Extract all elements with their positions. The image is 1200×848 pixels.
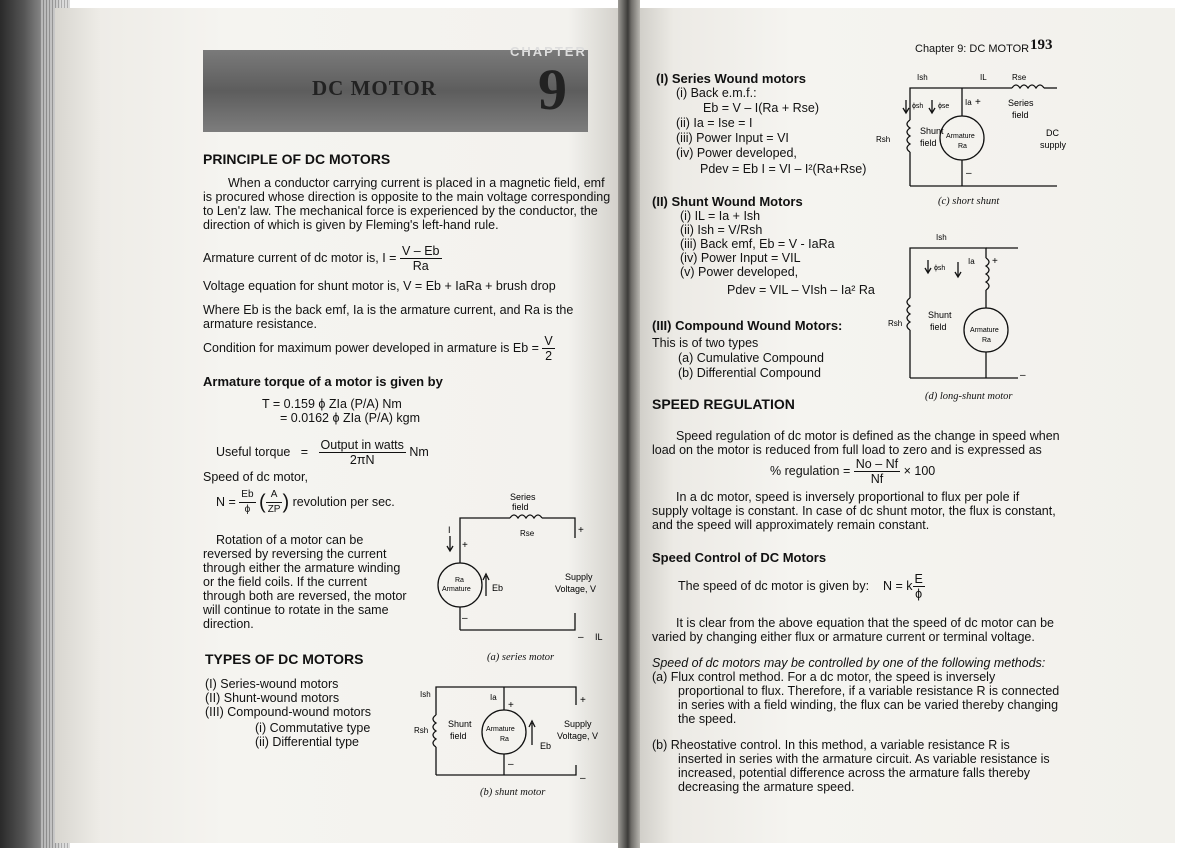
voltage-equation: Voltage equation for shunt motor is, V = Eb + IaRa + brush drop — [203, 279, 556, 293]
series-field-label: field — [1012, 110, 1029, 120]
eq-denominator: 2 — [545, 349, 553, 363]
rotation-line: reversed by reversing the current — [203, 547, 387, 561]
shunt-item: (v) Power developed, — [680, 265, 799, 279]
plus-sign: + — [992, 256, 998, 267]
long-shunt-diagram — [888, 228, 1048, 393]
dc-label: DC — [1046, 128, 1059, 138]
flux-line: and the speed will approximately remain constant. — [652, 518, 930, 532]
eq-label: Useful torque — [216, 444, 291, 459]
rotation-line: direction. — [203, 617, 254, 631]
shunt-label: Shunt — [928, 310, 952, 320]
methods-intro: Speed of dc motors may be controlled by one of the following methods: — [652, 656, 1046, 670]
eq-denominator: ϕ — [915, 587, 923, 601]
clear-line: It is clear from the above equation that the speed of dc motor can be — [676, 616, 1055, 630]
principle-line: When a conductor carrying current is placed in a magnetic field, emf — [228, 176, 605, 190]
rotation-line: or the field coils. If the current — [203, 575, 367, 589]
shunt-item: (ii) Ish = V/Rsh — [680, 223, 763, 237]
eq-lhs: N = k — [882, 578, 913, 593]
eq-unit: revolution per sec. — [292, 494, 395, 509]
method-b-line: increased, potential difference across the armature falls thereby — [678, 766, 1031, 780]
rotation-line: will continue to rotate in the same — [203, 603, 389, 617]
type-item: (I) Series-wound motors — [205, 677, 339, 691]
method-b-line: inserted in series with the armature circuit. As variable resistance is — [678, 752, 1050, 766]
method-a-line: proportional to flux. Therefore, if a variable resistance R is connected — [678, 684, 1060, 698]
il-label: IL — [595, 632, 603, 642]
eq-denominator: ϕ — [244, 504, 251, 515]
series-item: (i) Back e.m.f.: — [676, 86, 757, 100]
speed-label: Speed of dc motor, — [203, 470, 308, 484]
clear-line: varied by changing either flux or armature current or terminal voltage. — [652, 630, 1035, 644]
torque-line2: = 0.0162 ϕ ZIa (P/A) kgm — [280, 411, 421, 425]
eq-denominator: ZP — [267, 504, 281, 515]
eq-numerator: Output in watts — [320, 438, 404, 452]
where-line: Where Eb is the back emf, Ia is the armature current, and Ra is the — [203, 303, 574, 317]
subtype-item: (i) Commutative type — [255, 721, 371, 735]
eq-denominator: Ra — [412, 259, 429, 273]
phish-label: ϕsh — [912, 103, 924, 110]
ia-label: Ia — [490, 693, 497, 702]
phish-label: ϕsh — [934, 265, 946, 272]
speed-control-heading: Speed Control of DC Motors — [652, 550, 827, 565]
armature-label: Armature — [486, 726, 515, 733]
eq-sign: = — [300, 444, 309, 459]
compound-item: (a) Cumulative Compound — [678, 351, 824, 365]
series-item: Eb = V – I(Ra + Rse) — [703, 101, 820, 115]
eq-label: N = — [216, 494, 236, 509]
supply-label: supply — [1040, 140, 1067, 150]
armature-label: Armature — [946, 133, 975, 140]
armature-current-eq — [203, 244, 442, 273]
method-b-line: decreasing the armature speed. — [678, 780, 855, 794]
flux-line: supply voltage is constant. In case of dc shunt motor, the flux is constant, — [652, 504, 1056, 518]
shunt-motor-diagram — [412, 675, 617, 790]
il-label: IL — [980, 73, 987, 82]
shunt-field-label: field — [920, 138, 937, 148]
eq-label: Condition for maximum power developed in armature is Eb = — [203, 340, 539, 355]
eq-numerator: Eb — [239, 488, 255, 503]
chapter-title: DC MOTOR — [312, 76, 437, 100]
plus-sign: + — [578, 525, 584, 536]
eq-unit: Nm — [409, 444, 429, 459]
type-item: (III) Compound-wound motors — [205, 705, 372, 719]
ra-label: Ra — [455, 577, 464, 584]
chapter-number: 9 — [538, 57, 567, 122]
eq-numerator: V – Eb — [401, 244, 440, 258]
long-shunt-caption: (d) long-shunt motor — [925, 391, 1013, 402]
ra-label: Ra — [500, 736, 509, 743]
shunt-item: (iii) Back emf, Eb = V - IaRa — [680, 237, 835, 251]
type-item: (II) Shunt-wound motors — [205, 691, 340, 705]
speed-given-eq — [678, 572, 925, 601]
rsh-label: Rsh — [414, 726, 429, 735]
eq-numerator: V — [544, 334, 553, 348]
short-shunt-caption: (c) short shunt — [938, 196, 1000, 207]
short-shunt-diagram — [862, 68, 1077, 208]
page-number: 193 — [1030, 37, 1053, 53]
rsh-label: Rsh — [876, 135, 891, 144]
subtype-item: (ii) Differential type — [255, 735, 359, 749]
eq-numerator: A — [266, 488, 283, 503]
rotation-line: Rotation of a motor can be — [216, 533, 364, 547]
max-power-eq — [203, 334, 555, 363]
minus-sign: – — [508, 759, 514, 770]
principle-line: direction of which is given by Fleming's left-hand rule. — [203, 218, 499, 232]
minus-sign: – — [966, 168, 972, 179]
series-label: Series — [1008, 98, 1034, 108]
method-a-line: in series with a field winding, the flux can be varied thereby changing — [678, 698, 1059, 712]
series-field-label: field — [512, 502, 529, 512]
eq-numerator: E — [914, 572, 923, 586]
speed-reg-line: load on the motor is reduced from full load to zero and is expressed as — [652, 443, 1042, 457]
method-a-line: the speed. — [678, 712, 737, 726]
armature-label: Armature — [442, 586, 471, 593]
speed-eq: N = $\frac{Eb}{\phi}$ ( $\frac{A}{ZP}$ ) revolution per sec. — [216, 489, 395, 515]
shunt-item: (iv) Power Input = VIL — [680, 251, 801, 265]
field-label: field — [450, 731, 467, 741]
torque-heading: Armature torque of a motor is given by — [203, 374, 443, 389]
current-label: I — [448, 525, 451, 535]
supply-label: Voltage, V — [555, 584, 597, 594]
series-item: (iv) Power developed, — [676, 146, 797, 160]
ra-label: Ra — [982, 337, 991, 344]
running-header: Chapter 9: DC MOTOR — [915, 43, 1030, 55]
flux-line: In a dc motor, speed is inversely proportional to flux per pole if — [676, 490, 1020, 504]
eq-denominator: 2πN — [349, 453, 375, 467]
types-heading: TYPES OF DC MOTORS — [205, 651, 364, 667]
field-label: field — [930, 322, 947, 332]
minus-sign: – — [578, 632, 584, 643]
series-field-label: Series — [510, 492, 536, 502]
eq-denominator: Nf — [870, 472, 884, 486]
series-item: (iii) Power Input = VI — [676, 131, 789, 145]
compound-item: (b) Differential Compound — [678, 366, 821, 380]
chapter-label: CHAPTER — [510, 44, 587, 59]
principle-line: to Len'z law. The mechanical force is experienced by the conductor, the — [203, 204, 598, 218]
method-a-line: (a) Flux control method. For a dc motor, the speed is inversely — [652, 670, 996, 684]
plus-sign: + — [580, 695, 586, 706]
ish-label: Ish — [917, 73, 928, 82]
method-b-line: (b) Rheostative control. In this method, a variable resistance R is — [652, 738, 1010, 752]
ra-label: Ra — [958, 143, 967, 150]
rse-label: Rse — [520, 529, 535, 538]
phise-label: ϕse — [938, 103, 950, 110]
shunt-label: Shunt — [920, 126, 944, 136]
series-caption: (a) series motor — [487, 652, 555, 663]
where-line: armature resistance. — [203, 317, 317, 331]
principle-heading: PRINCIPLE OF DC MOTORS — [203, 151, 391, 167]
armature-label: Armature — [970, 327, 999, 334]
useful-torque-eq — [216, 438, 429, 467]
series-heading: (I) Series Wound motors — [656, 71, 806, 86]
eb-label: Eb — [540, 741, 552, 751]
shunt-heading: (II) Shunt Wound Motors — [652, 194, 803, 209]
rotation-line: through either the armature winding — [203, 561, 401, 575]
speed-reg-line: Speed regulation of dc motor is defined as the change in speed when — [676, 429, 1060, 443]
minus-sign: – — [580, 773, 586, 784]
book-spine — [618, 0, 640, 848]
ish-label: Ish — [420, 690, 431, 699]
plus-sign: + — [462, 540, 468, 551]
shunt-item: Pdev = VIL – VIsh – Ia² Ra — [727, 283, 875, 297]
eq-label: The speed of dc motor is given by: — [678, 578, 870, 593]
rotation-line: through both are reversed, the motor — [203, 589, 407, 603]
eq-multiplier: × 100 — [903, 463, 936, 478]
plus-sign: + — [508, 700, 514, 711]
compound-item: This is of two types — [652, 336, 759, 350]
eq-label: Armature current of dc motor is, I = — [203, 250, 397, 265]
shunt-caption: (b) shunt motor — [480, 787, 546, 798]
rsh-label: Rsh — [888, 319, 903, 328]
ish-label: Ish — [936, 233, 947, 242]
ia-label: Ia — [968, 257, 975, 266]
supply-label: Supply — [565, 572, 593, 582]
minus-sign: – — [1020, 370, 1026, 381]
minus-sign: – — [462, 613, 468, 624]
compound-heading: (III) Compound Wound Motors: — [652, 318, 843, 333]
supply-label: Supply — [564, 719, 592, 729]
eb-label: Eb — [492, 583, 504, 593]
rse-label: Rse — [1012, 73, 1027, 82]
speed-regulation-heading: SPEED REGULATION — [652, 396, 795, 412]
principle-line: is procured whose direction is opposite to the main voltage corresponding — [203, 190, 611, 204]
series-motor-diagram — [420, 488, 620, 663]
series-item: (ii) Ia = Ise = I — [676, 116, 753, 130]
series-item: Pdev = Eb I = VI – I²(Ra+Rse) — [700, 162, 867, 176]
eq-label: % regulation = — [770, 463, 851, 478]
ia-label: Ia — [965, 98, 972, 107]
regulation-eq — [770, 457, 935, 486]
plus-sign: + — [975, 97, 981, 108]
supply-label: Voltage, V — [557, 731, 599, 741]
shunt-label: Shunt — [448, 719, 472, 729]
eq-numerator: No – Nf — [855, 457, 899, 471]
shunt-item: (i) IL = Ia + Ish — [680, 209, 761, 223]
torque-line1: T = 0.159 ϕ ZIa (P/A) Nm — [262, 397, 402, 411]
